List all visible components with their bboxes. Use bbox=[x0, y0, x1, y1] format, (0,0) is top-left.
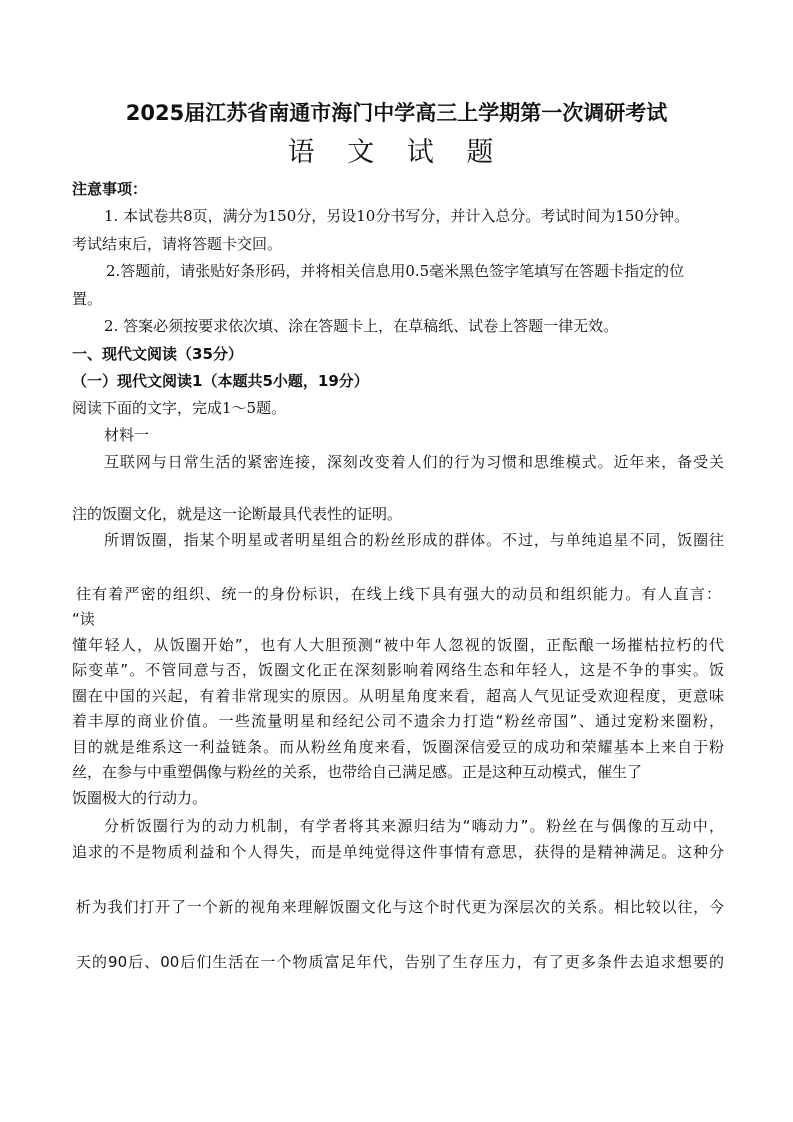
body-line: 往有着严密的组织、统一的身份标识，在线上线下具有强大的动员和组织能力。有人直言： bbox=[76, 585, 721, 603]
body-line: 圈在中国的兴起，有着非常现实的原因。从明星角度来看，超高人气见证受欢迎程度，更意味 bbox=[72, 687, 724, 705]
body-line: 际变革”。不管同意与否，饭圈文化正在深刻影响着网络生态和年轻人，这是不争的事实。饭 bbox=[72, 661, 724, 679]
exam-title: 2025届江苏省南通市海门中学高三上学期第一次调研考试 bbox=[125, 101, 668, 125]
material-label: 材料一 bbox=[104, 426, 150, 444]
body-line: 懂年轻人，从饭圈开始”，也有人大胆预测“被中年人忽视的饭圈，正酝酿一场摧枯拉朽的代 bbox=[72, 636, 724, 654]
body-line: 分析饭圈行为的动力机制，有学者将其来源归结为“嗨动力”。粉丝在与偶像的互动中， bbox=[104, 817, 724, 835]
body-line: 目的就是维系这一利益链条。而从粉丝角度来看，饭圈深信爱豆的成功和荣耀基本上来自于粉 bbox=[72, 738, 724, 756]
notice-item: 2.答题前，请张贴好条形码，并将相关信息用0.5毫米黑色签字笔填写在答题卡指定的位 bbox=[106, 262, 685, 280]
body-line: “读 bbox=[72, 610, 95, 628]
notice-item: 置。 bbox=[72, 290, 103, 308]
subsection-heading: （一）现代文阅读1（本题共5小题，19分） bbox=[72, 372, 369, 390]
body-line: 饭圈极大的行动力。 bbox=[72, 789, 208, 807]
exam-subtitle: 语 文 试 题 bbox=[287, 137, 506, 168]
body-line: 注的饭圈文化，就是这一论断最具代表性的证明。 bbox=[72, 505, 403, 523]
body-line: 天的90后、00后们生活在一个物质富足年代，告别了生存压力，有了更多条件去追求想要的 bbox=[76, 953, 724, 971]
body-line: 着丰厚的商业价值。一些流量明星和经纪公司不遗余力打造“粉丝帝国”、通过宠粉来圈粉， bbox=[72, 712, 724, 730]
section-heading: 一、现代文阅读（35分） bbox=[72, 345, 243, 363]
body-line: 互联网与日常生活的紧密连接，深刻改变着人们的行为习惯和思维模式。近年来，备受关 bbox=[104, 453, 724, 471]
notice-item: 2. 答案必须按要求依次填、涂在答题卡上，在草稿纸、试卷上答题一律无效。 bbox=[104, 317, 619, 335]
body-line: 追求的不是物质利益和个人得失，而是单纯觉得这件事情有意思，获得的是精神满足。这种分 bbox=[72, 843, 724, 861]
notice-item: 考试结束后，请将答题卡交回。 bbox=[72, 235, 283, 253]
body-line: 析为我们打开了一个新的视角来理解饭圈文化与这个时代更为深层次的关系。相比较以往，今 bbox=[76, 898, 724, 916]
instruction-text: 阅读下面的文字，完成1～5题。 bbox=[72, 399, 287, 417]
notice-item: 1. 本试卷共8页，满分为150分，另设10分书写分，并计入总分。考试时间为150分钟。 bbox=[104, 207, 689, 225]
notice-heading: 注意事项： bbox=[72, 180, 148, 198]
body-line: 所谓饭圈，指某个明星或者明星组合的粉丝形成的群体。不过，与单纯追星不同，饭圈往 bbox=[104, 531, 724, 549]
body-line: 丝，在参与中重塑偶像与粉丝的关系，也带给自己满足感。正是这种互动模式，催生了 bbox=[72, 763, 643, 781]
